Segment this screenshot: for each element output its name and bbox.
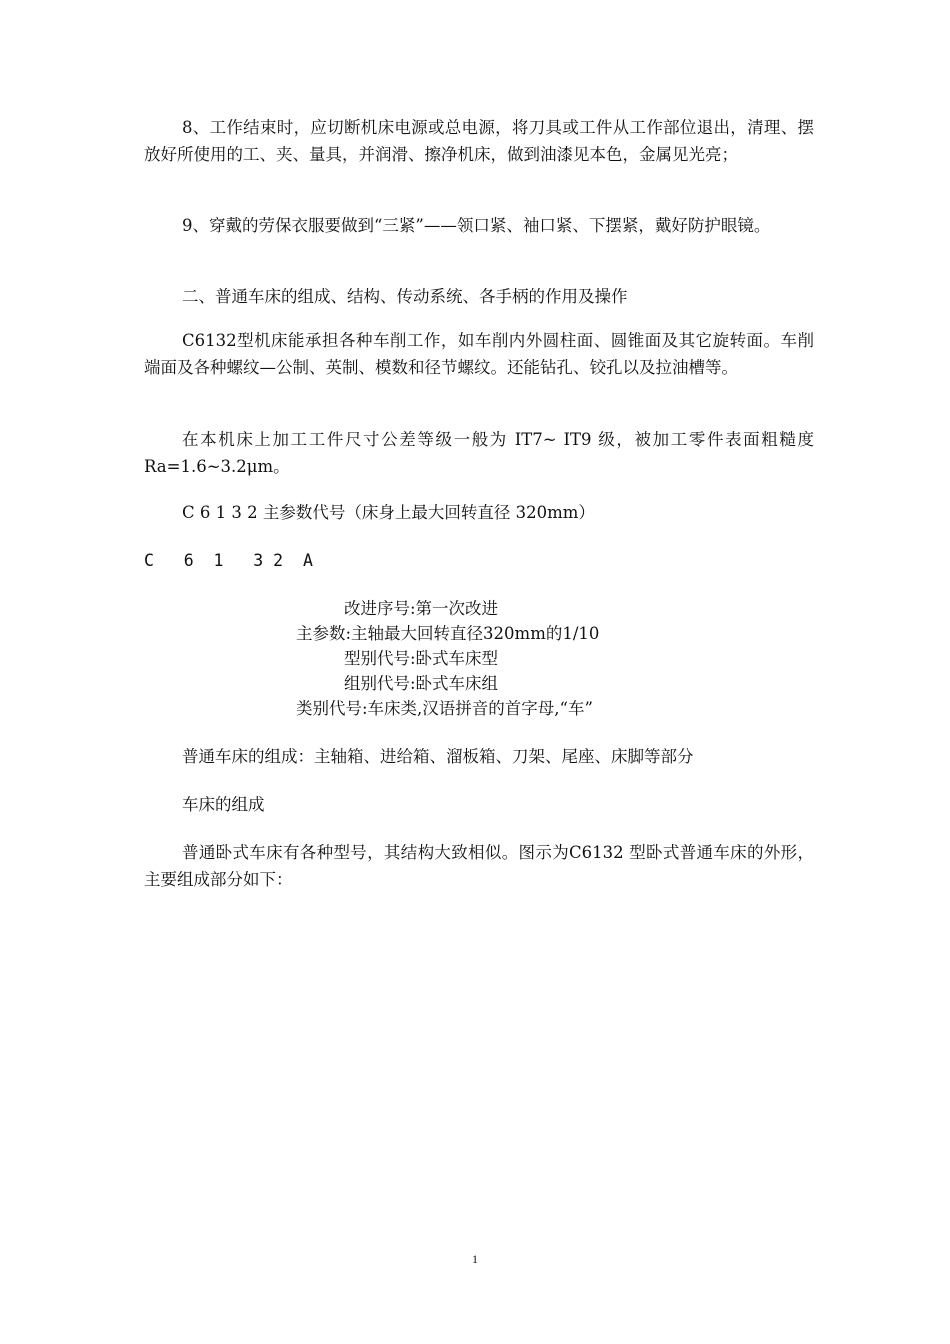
explanation-improvement: 改进序号:第一次改进 [344,599,499,618]
model-code-explanations [296,596,696,721]
paragraph-c6132-intro: C6132型机床能承担各种车削工作，如车削内外圆柱面、圆锥面及其它旋转面。车削端面及各种螺纹—公制、英制、模数和径节螺纹。还能钻孔、铰孔以及拉油槽等。 [144,331,814,377]
paragraph-closing: 普通卧式车床有各种型号，其结构大致相似。图示为C6132 型卧式普通车床的外形，主要组成部分如下： [144,843,814,889]
section-heading: 二、普通车床的组成、结构、传动系统、各手柄的作用及操作 [182,287,628,306]
paragraph-item-9: 9、穿戴的劳保衣服要做到“三紧”——领口紧、袖口紧、下摆紧，戴好防护眼镜。 [182,216,771,235]
explanation-group: 组别代号:卧式车床组 [344,674,499,693]
paragraph-main-param: C 6 1 3 2 主参数代号（床身上最大回转直径 320mm） [182,503,595,522]
paragraph-item-8: 8、工作结束时，应切断机床电源或总电源，将刀具或工件从工作部位退出，清理、摆放好所使用的工、夹、量具，并润滑、擦净机床，做到油漆见本色，金属见光亮； [144,118,814,164]
paragraph-tolerance: 在本机床上加工工件尺寸公差等级一般为 IT7~ IT9 级，被加工零件表面粗糙度 Ra=1.6~3.2μm。 [144,430,814,476]
explanation-category: 类别代号:车床类,汉语拼音的首字母,“车” [296,699,593,718]
model-code-row: C 6 1 3 2 A [144,551,313,570]
page-number: 1 [472,1252,478,1266]
explanation-main-parameter: 主参数:主轴最大回转直径320mm的1/10 [296,624,600,643]
subheading-lathe-composition: 车床的组成 [182,795,265,814]
paragraph-composition: 普通车床的组成：主轴箱、进给箱、溜板箱、刀架、尾座、床脚等部分 [182,747,694,766]
explanation-type: 型别代号:卧式车床型 [344,649,499,668]
